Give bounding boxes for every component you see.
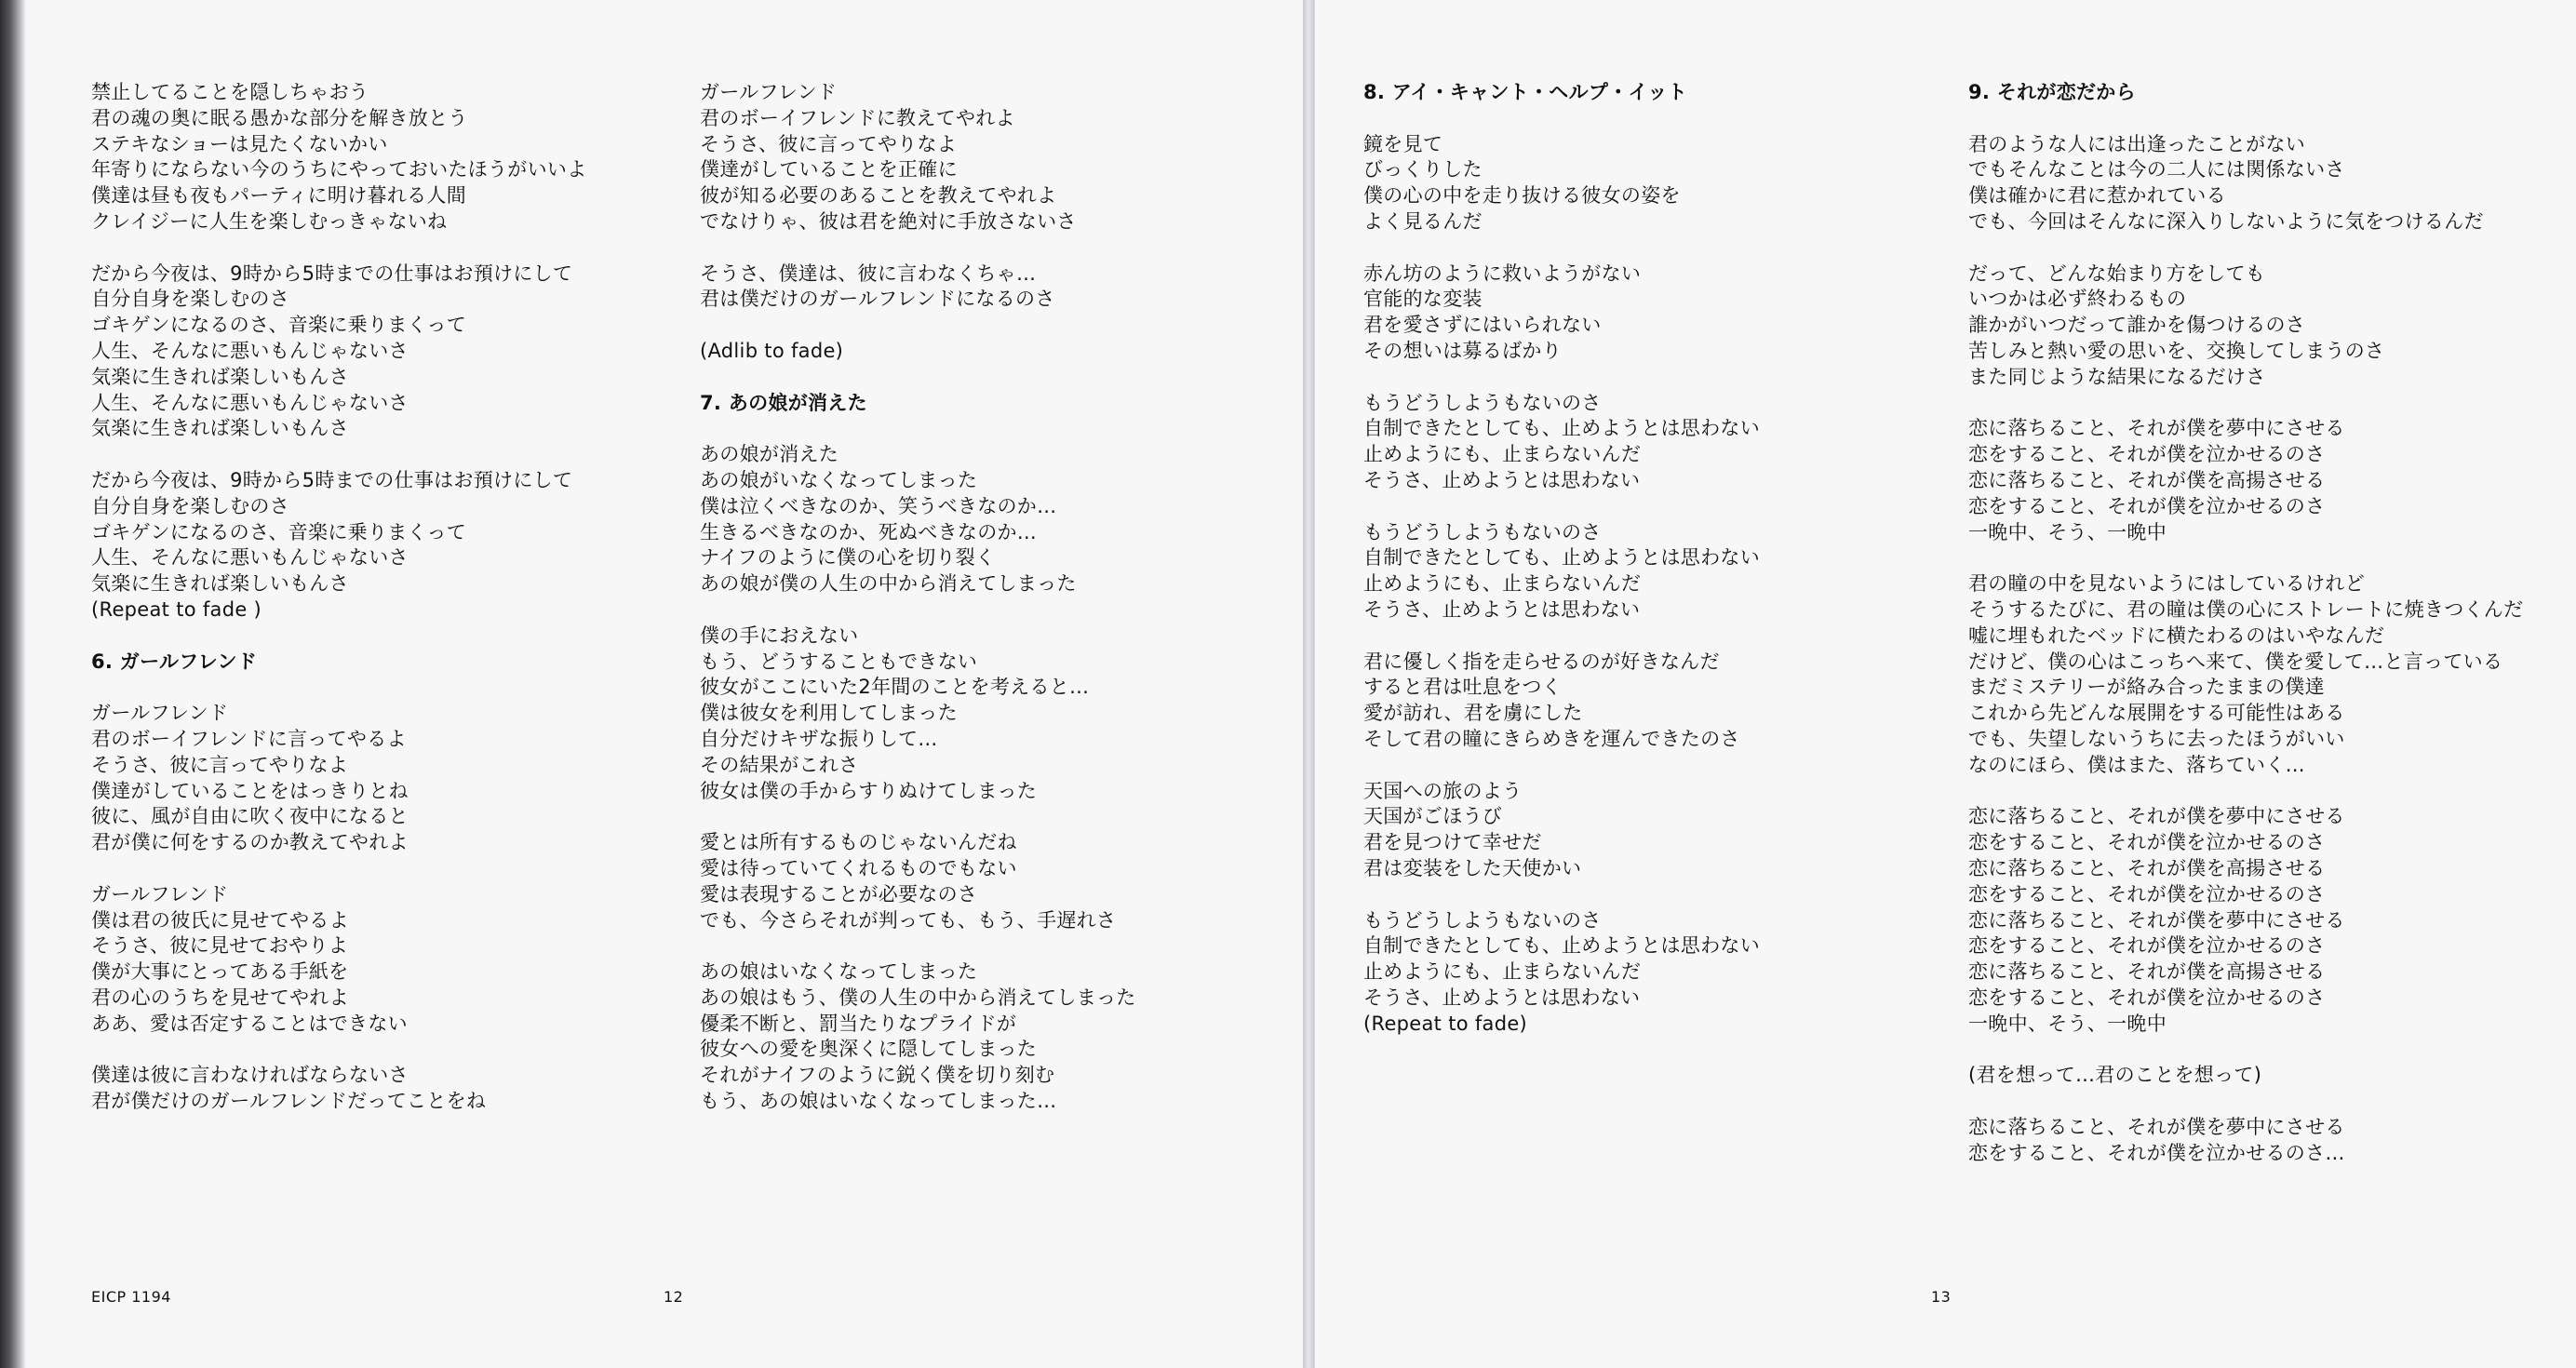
lyric-line: ガールフレンド xyxy=(700,81,838,103)
lyric-line: だから今夜は、9時から5時までの仕事はお預けにして xyxy=(91,468,573,491)
lyrics-column-4 xyxy=(1968,80,2523,1166)
stanza-break xyxy=(700,313,1136,339)
lyric-line: でなけりゃ、彼は君を絶対に手放さないさ xyxy=(700,209,1077,233)
lyric-line: 恋に落ちること、それが僕を夢中にさせる xyxy=(1968,417,2345,440)
lyric-line: 僕達は昼も夜もパーティに明け暮れる人間 xyxy=(91,184,467,208)
stanza-break xyxy=(1968,779,2523,805)
lyric-line: 生きるべきなのか、死ぬべきなのか… xyxy=(700,520,1038,543)
lyric-line: 僕の手におえない xyxy=(700,624,859,647)
lyric-line: 君のような人には出逢ったことがない xyxy=(1968,132,2306,155)
lyric-line: びっくりした xyxy=(1363,158,1483,181)
lyric-line: 君のボーイフレンドに教えてやれよ xyxy=(700,106,1015,129)
lyric-line: あの娘が僕の人生の中から消えてしまった xyxy=(700,572,1077,596)
lyric-line: 天国への旅のよう xyxy=(1363,779,1523,802)
lyric-line: 恋に落ちること、それが僕を夢中にさせる xyxy=(1968,908,2345,932)
song-title: 8. アイ・キャント・ヘルプ・イット xyxy=(1363,81,1687,103)
stanza-break xyxy=(700,597,1136,624)
lyric-line: 止めようにも、止まらないんだ xyxy=(1363,960,1642,984)
stanza-break xyxy=(1363,753,1760,779)
stanza-break xyxy=(1968,391,2523,417)
lyric-line: 僕は泣くべきなのか、笑うべきなのか… xyxy=(700,494,1057,517)
lyric-line: 僕は君の彼氏に見せてやるよ xyxy=(91,908,349,932)
lyric-line: 恋をすること、それが僕を泣かせるのさ… xyxy=(1968,1141,2345,1164)
lyric-line: ナイフのように僕の心を切り裂く xyxy=(700,546,996,570)
lyric-line: その結果がこれさ xyxy=(700,753,859,776)
lyric-line: すると君は吐息をつく xyxy=(1363,676,1562,699)
lyric-line: 自分だけキザな振りして… xyxy=(700,727,938,750)
lyric-line: もうどうしようもないのさ xyxy=(1363,391,1602,414)
lyric-line: もうどうしようもないのさ xyxy=(1363,908,1602,932)
lyric-line: その想いは募るばかり xyxy=(1363,339,1562,362)
lyric-line: 僕が大事にとってある手紙を xyxy=(91,960,349,984)
catalog-number: EICP 1194 xyxy=(91,1288,171,1306)
lyric-line: そうさ、彼に言ってやりなよ xyxy=(700,132,958,155)
stanza-break xyxy=(1363,235,1760,262)
lyric-line: 人生、そんなに悪いもんじゃないさ xyxy=(91,339,409,362)
lyric-line: そうするたびに、君の瞳は僕の心にストレートに焼きつくんだ xyxy=(1968,597,2524,621)
lyrics-column-2 xyxy=(700,80,1136,1115)
lyric-line: 愛は表現することが必要なのさ xyxy=(700,882,978,905)
stanza-break xyxy=(1968,106,2523,132)
lyric-line: そうさ、彼に言ってやりなよ xyxy=(91,753,349,776)
lyric-line: 君を愛さずにはいられない xyxy=(1363,314,1602,337)
lyric-line: 恋をすること、それが僕を泣かせるのさ xyxy=(1968,494,2326,517)
lyric-line: そうさ、僕達は、彼に言わなくちゃ… xyxy=(700,262,1037,285)
lyric-line: だって、どんな始まり方をしても xyxy=(1968,262,2266,285)
lyric-line: でも、失望しないうちに去ったほうがいい xyxy=(1968,727,2345,750)
lyric-line: 僕は確かに君に惹かれている xyxy=(1968,184,2226,208)
lyric-line: 自制できたとしても、止めようとは思わない xyxy=(1363,417,1760,440)
lyric-line: 僕達がしていることを正確に xyxy=(700,158,958,181)
stanza-break xyxy=(1363,882,1760,908)
stanza-break xyxy=(1968,235,2523,262)
lyric-line: 君に優しく指を走らせるのが好きなんだ xyxy=(1363,650,1720,673)
lyrics-column-3 xyxy=(1363,80,1760,1037)
stanza-break xyxy=(1363,494,1760,520)
lyric-line: もう、あの娘はいなくなってしまった… xyxy=(700,1090,1057,1113)
page-number-left: 12 xyxy=(664,1288,684,1306)
lyric-line: 恋に落ちること、それが僕を夢中にさせる xyxy=(1968,805,2345,828)
lyric-line: 気楽に生きれば楽しいもんさ xyxy=(91,417,349,440)
lyric-line: ああ、愛は否定することはできない xyxy=(91,1012,408,1035)
lyric-line: 自分自身を楽しむのさ xyxy=(91,288,289,311)
lyric-line: 彼に、風が自由に吹く夜中になると xyxy=(91,805,409,828)
stanza-break xyxy=(1363,624,1760,650)
lyric-line: 気楽に生きれば楽しいもんさ xyxy=(91,572,349,596)
lyric-line: 彼女がここにいた2年間のことを考えると… xyxy=(700,676,1090,699)
lyric-line: 恋をすること、それが僕を泣かせるのさ xyxy=(1968,443,2326,466)
lyric-line: 止めようにも、止まらないんだ xyxy=(1363,572,1642,596)
song-title: 9. それが恋だから xyxy=(1968,81,2136,103)
lyric-line: そうさ、彼に見せておやりよ xyxy=(91,934,349,958)
lyric-line: また同じような結果になるだけさ xyxy=(1968,365,2266,388)
book-spine-shadow xyxy=(0,0,26,1368)
lyric-line: (Repeat to fade ) xyxy=(91,597,262,621)
lyric-line: 苦しみと熱い愛の思いを、交換してしまうのさ xyxy=(1968,339,2385,362)
stanza-break xyxy=(91,675,587,701)
stanza-break xyxy=(91,235,587,262)
lyric-line: よく見るんだ xyxy=(1363,209,1483,233)
lyric-line: 恋をすること、それが僕を泣かせるのさ xyxy=(1968,934,2326,958)
lyric-line: クレイジーに人生を楽しむっきゃないね xyxy=(91,209,448,233)
lyric-line: 人生、そんなに悪いもんじゃないさ xyxy=(91,391,409,414)
lyric-line: 恋をすること、それが僕を泣かせるのさ xyxy=(1968,986,2326,1009)
stanza-break xyxy=(700,235,1136,262)
lyric-line: ゴキゲンになるのさ、音楽に乗りまくって xyxy=(91,520,467,543)
lyric-line: あの娘がいなくなってしまった xyxy=(700,468,978,491)
lyric-line: これから先どんな展開をする可能性はある xyxy=(1968,702,2345,725)
lyric-line: (君を想って…君のことを想って) xyxy=(1968,1064,2262,1087)
stanza-break xyxy=(91,1037,587,1063)
lyric-line: 彼女は僕の手からすりぬけてしまった xyxy=(700,779,1038,802)
lyric-line: だけど、僕の心はこっちへ来て、僕を愛して…と言っている xyxy=(1968,650,2503,673)
lyric-line: 恋に落ちること、それが僕を夢中にさせる xyxy=(1968,1115,2345,1138)
lyric-line: 赤ん坊のように救いようがない xyxy=(1363,262,1642,285)
lyric-line: そうさ、止めようとは思わない xyxy=(1363,597,1641,621)
stanza-break xyxy=(91,442,587,468)
stanza-break xyxy=(1968,1089,2523,1115)
lyric-line: 君は変装をした天使かい xyxy=(1363,856,1582,879)
lyric-line: 恋をすること、それが僕を泣かせるのさ xyxy=(1968,882,2326,905)
lyric-line: まだミステリーが絡み合ったままの僕達 xyxy=(1968,676,2325,699)
lyric-line: 止めようにも、止まらないんだ xyxy=(1363,443,1642,466)
lyric-line: あの娘はいなくなってしまった xyxy=(700,960,978,984)
stanza-break xyxy=(1363,106,1760,132)
lyric-line: 君の魂の奥に眠る愚かな部分を解き放とう xyxy=(91,106,468,129)
stanza-break xyxy=(91,856,587,882)
lyric-line: 愛とは所有するものじゃないんだね xyxy=(700,831,1017,854)
lyric-line: そして君の瞳にきらめきを運んできたのさ xyxy=(1363,727,1740,750)
lyric-line: (Repeat to fade) xyxy=(1363,1012,1528,1035)
page-number-right: 13 xyxy=(1931,1288,1952,1306)
lyric-line: 君が僕だけのガールフレンドだってことをね xyxy=(91,1090,487,1113)
lyric-line: 君の瞳の中を見ないようにはしているけれど xyxy=(1968,572,2365,596)
lyric-line: 自制できたとしても、止めようとは思わない xyxy=(1363,934,1760,958)
stanza-break xyxy=(1968,1037,2523,1063)
lyric-line: ガールフレンド xyxy=(91,702,229,725)
lyric-line: 恋に落ちること、それが僕を高揚させる xyxy=(1968,960,2326,984)
lyric-line: あの娘が消えた xyxy=(700,443,839,466)
lyric-line: 優柔不断と、罰当たりなプライドが xyxy=(700,1012,1017,1035)
lyric-line: 年寄りにならない今のうちにやっておいたほうがいいよ xyxy=(91,158,587,181)
lyric-line: いつかは必ず終わるもの xyxy=(1968,288,2187,311)
song-title: 6. ガールフレンド xyxy=(91,650,258,673)
lyric-line: 自制できたとしても、止めようとは思わない xyxy=(1363,546,1760,570)
lyric-line: (Adlib to fade) xyxy=(700,339,844,362)
lyric-line: 気楽に生きれば楽しいもんさ xyxy=(91,365,349,388)
stanza-break xyxy=(1363,365,1760,391)
stanza-break xyxy=(700,365,1136,391)
lyric-line: でもそんなことは今の二人には関係ないさ xyxy=(1968,158,2345,181)
lyric-line: 君は僕だけのガールフレンドになるのさ xyxy=(700,288,1055,311)
lyric-line: 恋をすること、それが僕を泣かせるのさ xyxy=(1968,831,2326,854)
song-title: 7. あの娘が消えた xyxy=(700,391,867,414)
lyric-line: 愛が訪れ、君を虜にした xyxy=(1363,702,1583,725)
lyric-line: 人生、そんなに悪いもんじゃないさ xyxy=(91,546,409,570)
lyric-line: 僕の心の中を走り抜ける彼女の姿を xyxy=(1363,184,1681,208)
lyric-line: でも、今さらそれが判っても、もう、手遅れさ xyxy=(700,908,1117,932)
lyric-line: 官能的な変装 xyxy=(1363,288,1483,311)
lyric-line: 愛は待っていてくれるものでもない xyxy=(700,856,1017,879)
lyrics-column-1 xyxy=(91,80,587,1115)
lyric-line: 君のボーイフレンドに言ってやるよ xyxy=(91,727,407,750)
lyric-line: 禁止してることを隠しちゃおう xyxy=(91,81,369,103)
lyric-line: 君の心のうちを見せてやれよ xyxy=(91,986,349,1009)
lyric-line: 僕達は彼に言わなければならないさ xyxy=(91,1064,409,1087)
lyric-line: 君を見つけて幸せだ xyxy=(1363,831,1542,854)
stanza-break xyxy=(700,416,1136,442)
lyric-line: 彼女への愛を奥深くに隠してしまった xyxy=(700,1038,1038,1061)
lyric-line: 僕達がしていることをはっきりとね xyxy=(91,779,409,802)
lyric-line: 一晩中、そう、一晩中 xyxy=(1968,1012,2167,1035)
lyric-line: 嘘に埋もれたベッドに横たわるのはいやなんだ xyxy=(1968,624,2385,647)
stanza-break xyxy=(700,933,1136,959)
lyric-line: 誰かがいつだって誰かを傷つけるのさ xyxy=(1968,314,2306,337)
lyric-line: あの娘はもう、僕の人生の中から消えてしまった xyxy=(700,986,1136,1009)
lyric-line: ゴキゲンになるのさ、音楽に乗りまくって xyxy=(91,314,467,337)
lyric-line: 僕は彼女を利用してしまった xyxy=(700,702,958,725)
lyric-line: そうさ、止めようとは思わない xyxy=(1363,986,1641,1009)
lyric-line: 自分自身を楽しむのさ xyxy=(91,494,289,517)
book-binding xyxy=(1303,0,1314,1368)
lyric-line: ガールフレンド xyxy=(91,882,229,905)
lyric-line: そうさ、止めようとは思わない xyxy=(1363,468,1641,491)
lyric-line: だから今夜は、9時から5時までの仕事はお預けにして xyxy=(91,262,573,285)
lyric-line: もうどうしようもないのさ xyxy=(1363,520,1602,543)
right-page xyxy=(1314,0,2576,1368)
lyric-line: 恋に落ちること、それが僕を高揚させる xyxy=(1968,856,2326,879)
lyric-line: もう、どうすることもできない xyxy=(700,650,978,673)
lyric-line: 彼が知る必要のあることを教えてやれよ xyxy=(700,184,1057,208)
lyric-line: 鏡を見て xyxy=(1363,132,1443,155)
lyric-line: 君が僕に何をするのか教えてやれよ xyxy=(91,831,409,854)
lyric-line: 恋に落ちること、それが僕を高揚させる xyxy=(1968,468,2326,491)
stanza-break xyxy=(1968,545,2523,571)
stanza-break xyxy=(700,804,1136,830)
stanza-break xyxy=(91,624,587,650)
lyric-line: なのにほら、僕はまた、落ちていく… xyxy=(1968,753,2305,776)
lyric-line: それがナイフのように鋭く僕を切り刻む xyxy=(700,1064,1055,1087)
lyric-line: 天国がごほうび xyxy=(1363,805,1503,828)
lyric-line: 一晩中、そう、一晩中 xyxy=(1968,520,2167,543)
lyric-line: でも、今回はそんなに深入りしないように気をつけるんだ xyxy=(1968,209,2484,233)
lyric-line: ステキなショーは見たくないかい xyxy=(91,132,388,155)
